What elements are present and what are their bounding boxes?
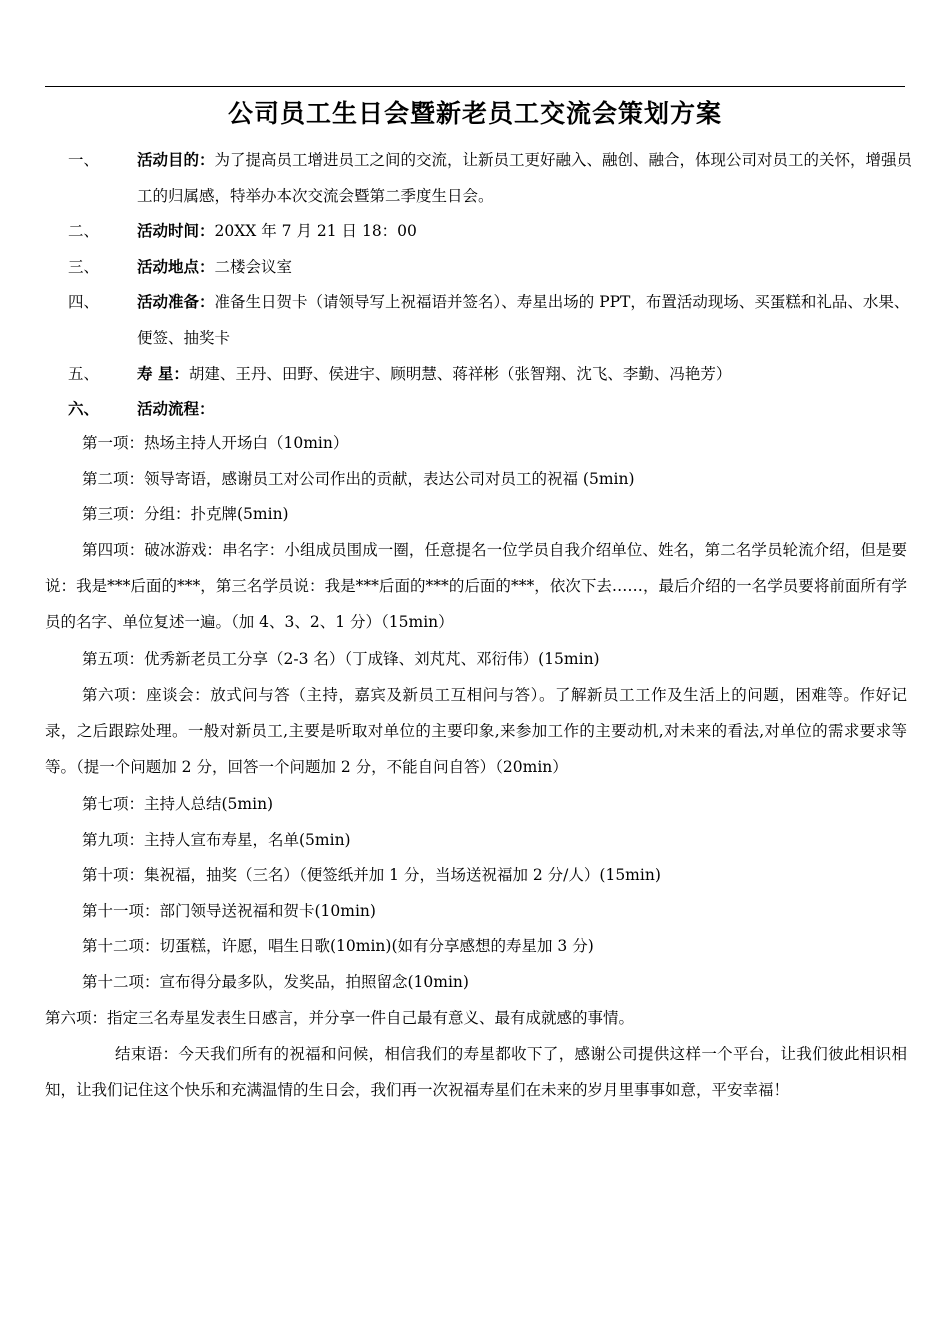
agenda-item-2: 第二项：领导寄语，感谢员工对公司作出的贡献，表达公司对员工的祝福 (5min): [82, 470, 635, 488]
agenda-item-10: 第十项：集祝福，抽奖（三名）（便签纸并加 1 分，当场送祝福加 2 分/人）(15min): [82, 866, 661, 884]
section-number: 六、: [68, 399, 100, 418]
agenda-item-7: 第七项：主持人总结(5min): [82, 795, 274, 813]
section-number: 三、: [68, 258, 100, 276]
section-text: 准备生日贺卡（请领导写上祝福语并签名）、寿星出场的 PPT，布置活动现场、买蛋糕和礼品、水果、便签、抽奖卡: [137, 293, 910, 347]
section-text: 20XX 年 7 月 21 日 18：00: [214, 222, 417, 240]
agenda-item-12: 第十二项：切蛋糕，许愿，唱生日歌(10min)(如有分享感想的寿星加 3 分): [82, 937, 594, 955]
section-label: 活动地点：: [137, 257, 215, 276]
section-text: 为了提高员工增进员工之间的交流，让新员工更好融入、融创、融合，体现公司对员工的关怀，增强员工的归属感，特举办本次交流会暨第二季度生日会。: [137, 151, 913, 205]
section-label: 活动时间：: [137, 221, 215, 240]
section-number: 五、: [68, 365, 100, 383]
agenda-item-4: 第四项：破冰游戏：串名字：小组成员围成一圈，任意提名一位学员自我介绍单位、姓名，第二名学员轮流介绍，但是要说：我是***后面的***，第三名学员说：我是***后面的***的后面的***，依次下去……，最后介绍的一名学员要将前面所有学员的名字、单位复述一遍。（加 4、3、2、1 分）（15min）: [45, 541, 907, 631]
agenda-item-3: 第三项：分组：扑克牌(5min): [82, 505, 289, 523]
agenda-item-9: 第九项：主持人宣布寿星，名单(5min): [82, 831, 351, 849]
agenda-item-1: 第一项：热场主持人开场白（10min）: [82, 434, 349, 452]
document-title: 公司员工生日会暨新老员工交流会策划方案: [227, 99, 722, 128]
agenda-item-12b: 第十二项：宣布得分最多队，发奖品，拍照留念(10min): [82, 973, 469, 991]
agenda-item-6: 第六项：座谈会：放式问与答（主持，嘉宾及新员工互相问与答）。了解新员工工作及生活上的问题，困难等。作好记录，之后跟踪处理。一般对新员工,主要是听取对单位的主要印象,来参加工作的主要动机,对未来的看法,对单位的需求要求等等。（提一个问题加 2 分，回答一个问题加 2 分，不能自问自答）（20min）: [45, 686, 907, 776]
agenda-item-5: 第五项：优秀新老员工分享（2-3 名）（丁成锋、刘芃芃、邓衍伟）(15min): [82, 650, 600, 668]
section-label: 活动流程：: [137, 399, 215, 418]
agenda-item-11: 第十一项：部门领导送祝福和贺卡(10min): [82, 902, 376, 920]
section-number: 一、: [68, 151, 100, 169]
section-text: 胡建、王丹、田野、侯进宇、顾明慧、蒋祥彬（张智翔、沈飞、李勤、冯艳芳）: [188, 365, 732, 383]
closing-remarks: 结束语：今天我们所有的祝福和问候，相信我们的寿星都收下了，感谢公司提供这样一个平台，让我们彼此相识相知，让我们记住这个快乐和充满温情的生日会，我们再一次祝福寿星们在未来的岁月里事事如意，平安幸福！: [45, 1045, 907, 1099]
section-number: 二、: [68, 222, 100, 240]
section-label: 活动目的：: [137, 150, 215, 169]
section-label: 活动准备：: [137, 292, 215, 311]
section-label: 寿 星：: [137, 364, 189, 383]
section-text: 二楼会议室: [214, 258, 293, 276]
extra-item: 第六项：指定三名寿星发表生日感言，并分享一件自己最有意义、最有成就感的事情。: [45, 1009, 635, 1027]
header-rule: [45, 86, 905, 87]
section-number: 四、: [68, 293, 100, 311]
